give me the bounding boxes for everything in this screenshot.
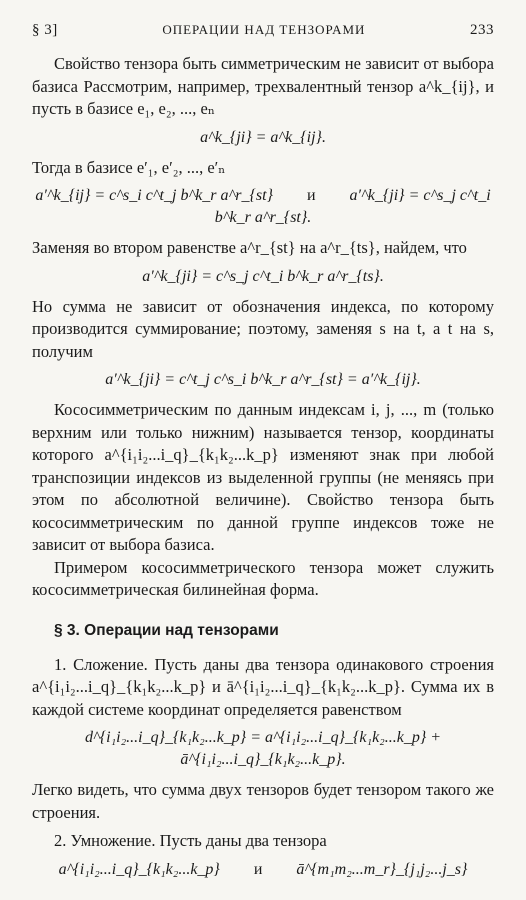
running-title: ОПЕРАЦИИ НАД ТЕНЗОРАМИ [162,22,366,37]
paragraph-example: Примером кососимметрического тензора может служить кососимметрическая билинейная форма. [32,557,494,599]
paragraph-summation: Но сумма не зависит от обозначения индекса, по которому производится суммирование; поэтому, заменяя s на t, а t на s, получим [32,296,494,361]
formula-symmetry: a^k_{ji} = a^k_{ij}. [200,128,326,146]
paragraph-multiplication: 2. Умножение. Пусть даны два тензора [54,831,327,850]
formula-two-tensors [32,859,494,881]
paragraph-new-basis: Тогда в базисе e′₁, e′₂, ..., e′ₙ [32,157,226,177]
formula-replaced: a′^k_{ji} = c^s_j c^t_i b^k_r a^r_{ts}. [142,267,384,285]
paragraph-symmetric-basis: Свойство тензора быть симметрическим не зависит от выбора базиса Рассмотрим, например, трехвалентный тензор a^k_{ij}, и пусть в базисе e₁, e₂, ..., eₙ [32,54,494,118]
formula-result: a′^k_{ji} = c^t_j c^s_i b^k_r a^r_{st} = a′^k_{ij}. [105,371,421,388]
section-title: § 3. Операции над тензорами [54,621,279,639]
page-header [32,22,494,39]
paragraph-replace: Заменяя во втором равенстве a^r_{st} на a^r_{ts}, найдем, что [32,238,467,257]
formula-conjunction-2: и [253,860,263,878]
paragraph-addition: 1. Сложение. Пусть даны два тензора одинакового строения a^{i₁i₂...i_q}_{k₁k₂...k_p} и ā^{i₁i₂...i_q}_{k₁k₂...k_p}. Сумма их в каждой системе координат определяется равенством [32,654,494,719]
formula-transform-ji: a′^k_{ji} = c^s_j c^t_i b^k_r a^r_{st}. [214,187,491,226]
book-page [32,22,494,889]
formula-tensor-abar: ā^{m₁m₂...m_r}_{j₁j₂...j_s} [296,860,468,878]
formula-conjunction: и [306,187,316,204]
paragraph-skew-symmetric: Кососимметрическим по данным индексам i, j, ..., m (только верхним или только нижним) называется тензор, координаты которого a^{i₁i₂...i_q}_{k₁k₂...k_p} изменяют знак при любой транспозиции индексов из выделенной группы (не меняясь при этом по абсолютной величине). Свойство тензора быть кососимметрическим по данной группе индексов тоже не зависит от выбора базиса. [32,400,494,554]
formula-sum: d^{i₁i₂...i_q}_{k₁k₂...k_p} = a^{i₁i₂...i_q}_{k₁k₂...k_p} + ā^{i₁i₂...i_q}_{k₁k₂...k_p}. [84,729,442,768]
page-number: 233 [470,22,494,38]
formula-tensor-a: a^{i₁i₂...i_q}_{k₁k₂...k_p} [58,860,220,878]
section-mark: § 3] [32,22,58,38]
formula-transform-ij: a′^k_{ij} = c^s_i c^t_j b^k_r a^r_{st} [35,187,273,204]
formula-transform-pair [32,185,494,229]
paragraph-sum-note: Легко видеть, что сумма двух тензоров будет тензором такого же строения. [32,780,494,822]
